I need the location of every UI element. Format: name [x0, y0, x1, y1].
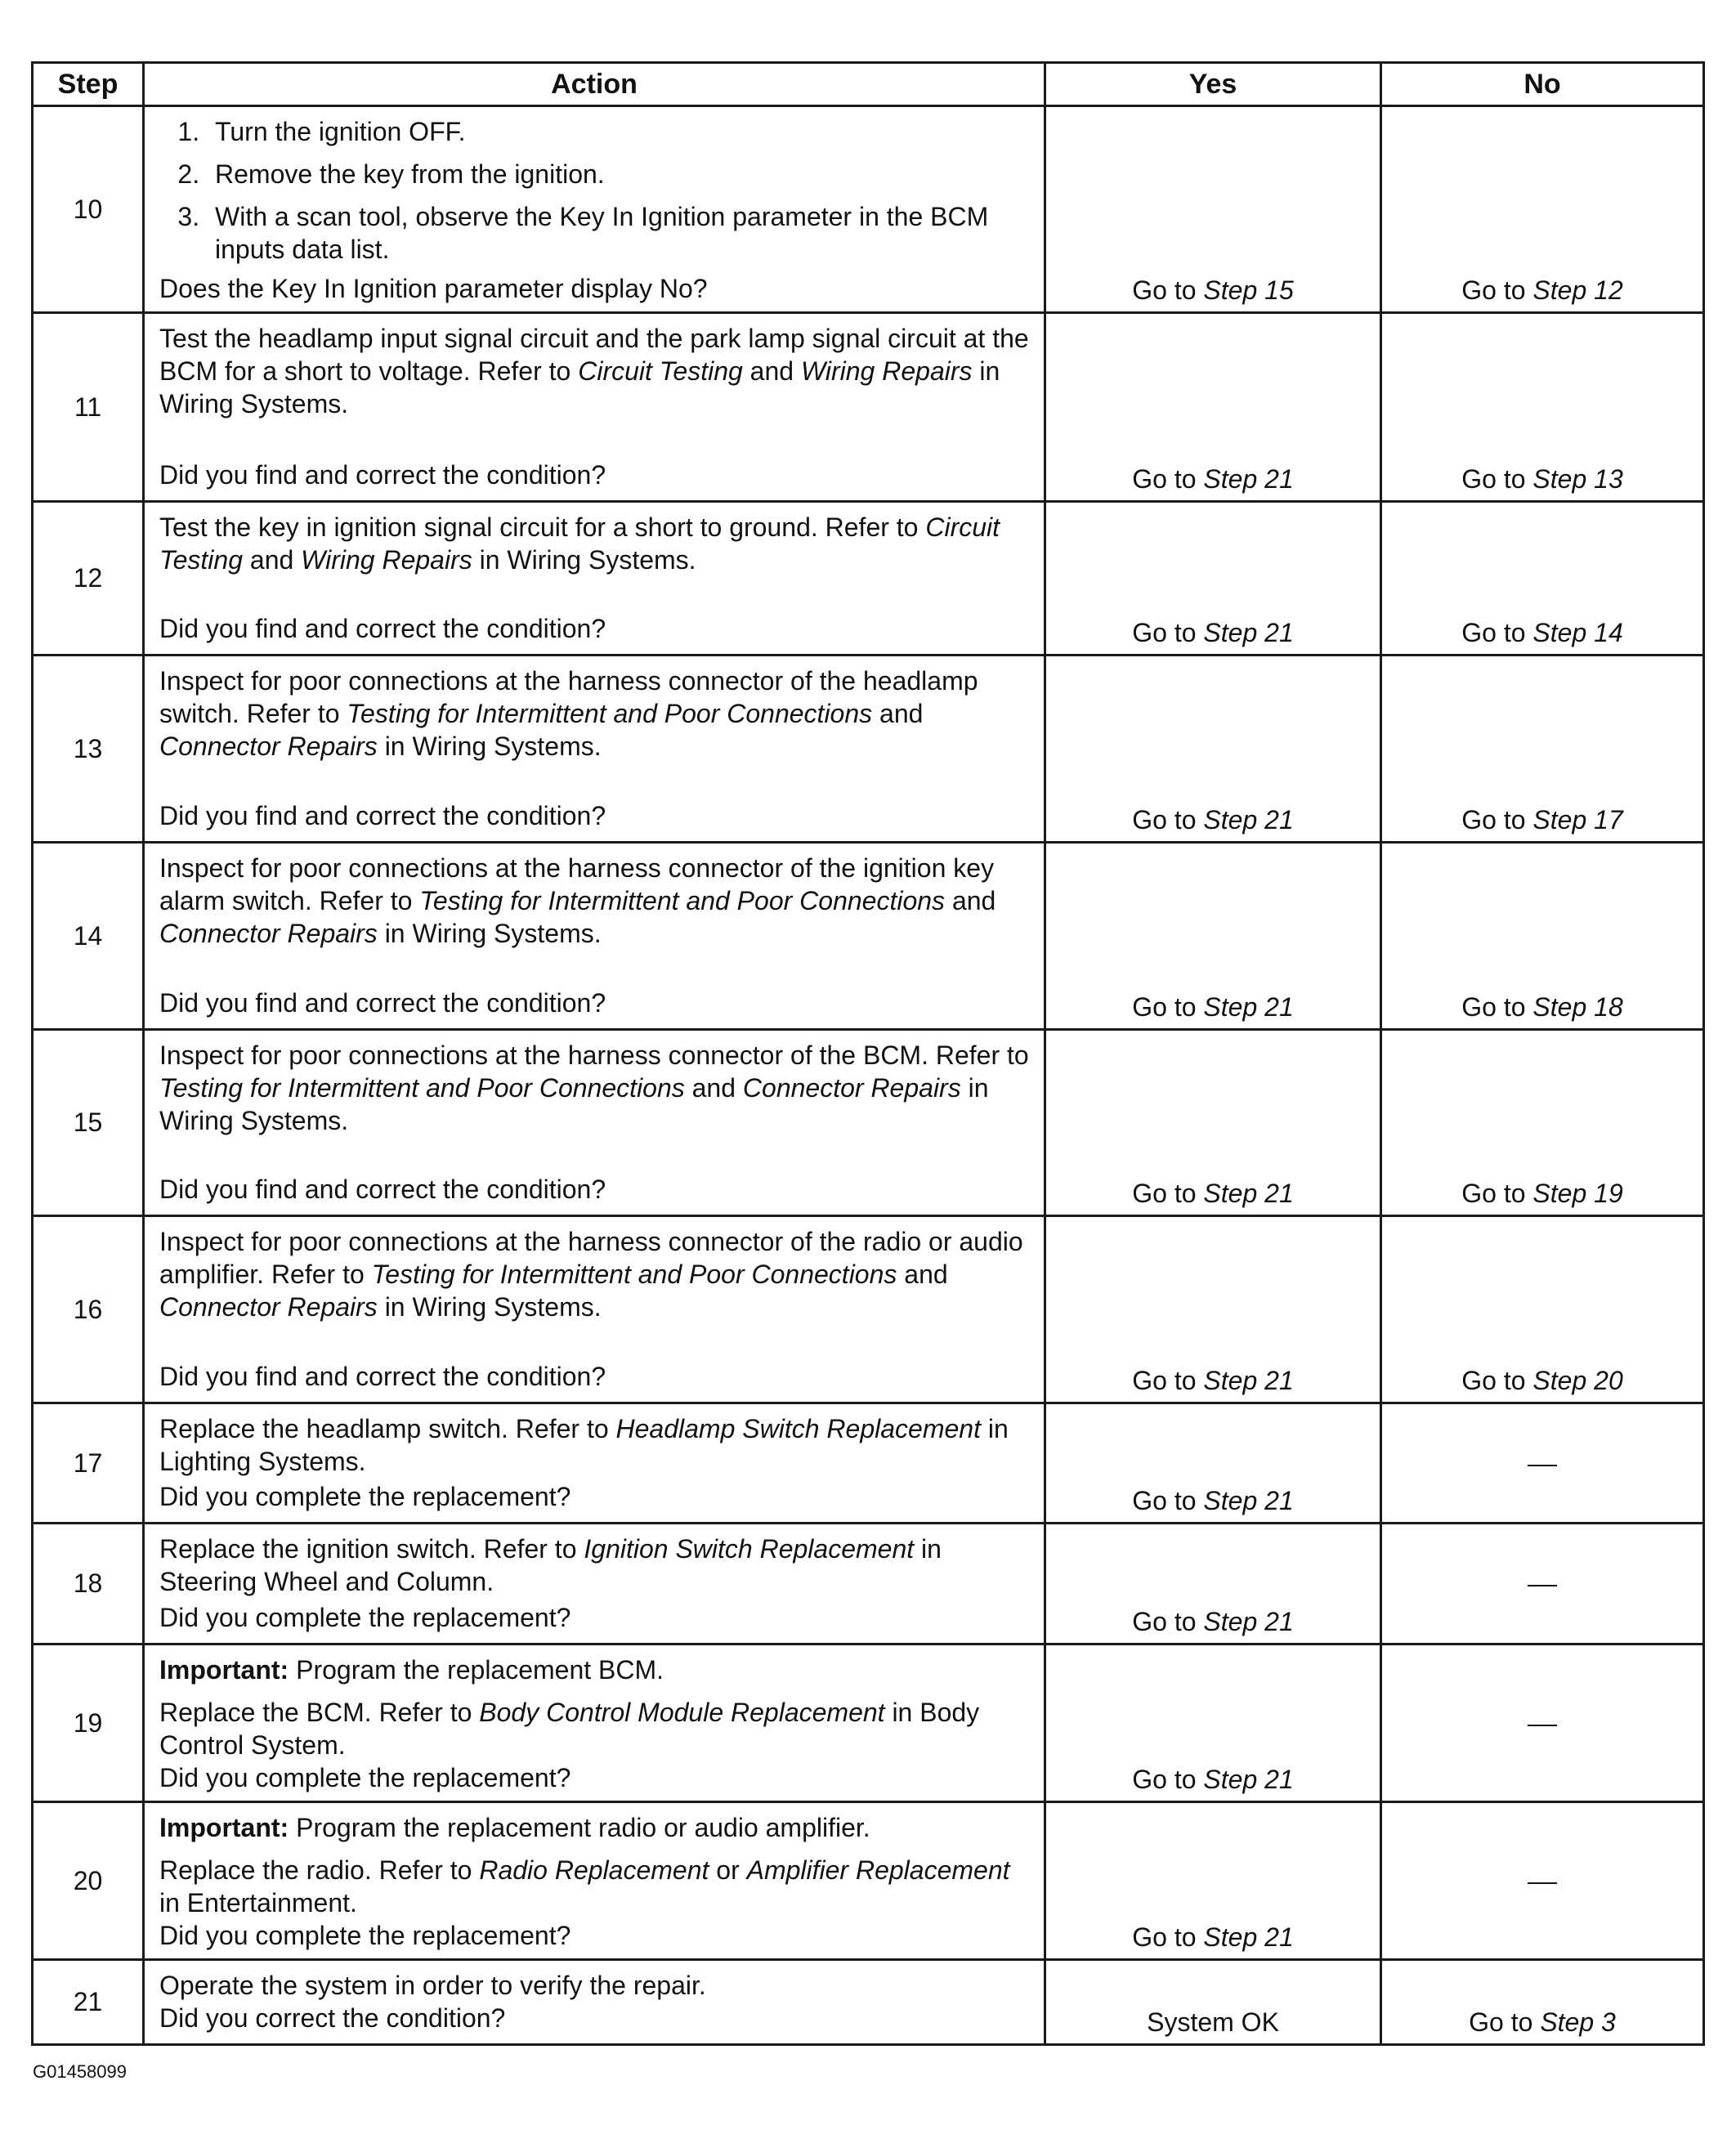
reference-text: Step 21: [1203, 1607, 1294, 1636]
reference-text: Step 21: [1203, 618, 1294, 647]
action-question: Did you correct the condition?: [159, 2003, 506, 2033]
action-question: Did you find and correct the condition?: [159, 988, 606, 1018]
text-run: Go to: [1461, 805, 1533, 835]
text-run: in Wiring Systems.: [472, 545, 696, 575]
text-run: Inspect for poor connections at the harness connector of the BCM. Refer to: [159, 1040, 1029, 1070]
step-number: 15: [33, 1030, 144, 1216]
reference-text: Circuit Testing: [159, 512, 1000, 575]
reference-text: Headlamp Switch Replacement: [615, 1414, 981, 1443]
action-cell: [144, 1030, 1045, 1216]
text-run: Go to: [1132, 1607, 1204, 1636]
important-label: Important:: [159, 1813, 289, 1842]
text-run: or: [709, 1855, 747, 1885]
reference-text: Connector Repairs: [159, 919, 378, 948]
reference-text: Step 21: [1203, 805, 1294, 835]
table-row: [33, 843, 1704, 1030]
action-text: [159, 322, 1032, 420]
header-yes: Yes: [1045, 63, 1381, 106]
reference-text: Step 21: [1203, 1179, 1294, 1208]
table-row: [33, 1524, 1704, 1645]
text-run: Inspect for poor connections at the harness connector of the headlamp switch. Refer to: [159, 666, 978, 728]
action-cell: [144, 656, 1045, 843]
text-run: Go to: [1132, 275, 1204, 305]
reference-text: Step 13: [1532, 464, 1623, 494]
text-run: Remove the key from the ignition.: [215, 159, 605, 189]
action-text: [159, 511, 1032, 576]
table-row: [33, 313, 1704, 502]
text-run: Go to: [1461, 1179, 1533, 1208]
yes-cell: [1045, 1216, 1381, 1403]
text-run: Test the headlamp input signal circuit and the park lamp signal circuit at the BCM for a short to voltage. Refer to: [159, 324, 1029, 386]
action-text: [159, 1811, 1032, 1844]
header-row: [33, 63, 1704, 106]
action-text: [159, 1969, 1032, 2002]
reference-text: Step 21: [1203, 464, 1294, 494]
text-run: and: [897, 1260, 948, 1289]
not-applicable-dash: [1528, 1882, 1557, 1884]
no-cell: [1381, 1216, 1704, 1403]
no-cell: [1381, 106, 1704, 313]
action-question: Did you complete the replacement?: [159, 1482, 571, 1511]
no-cell: [1381, 843, 1704, 1030]
text-run: Go to: [1132, 1179, 1204, 1208]
text-run: Go to: [1461, 275, 1533, 305]
list-item: [207, 200, 1032, 266]
reference-text: Step 3: [1540, 2007, 1616, 2037]
text-run: Program the replacement BCM.: [289, 1655, 664, 1685]
text-run: and: [684, 1073, 743, 1103]
no-cell: [1381, 313, 1704, 502]
action-question: Does the Key In Ignition parameter display No?: [159, 274, 708, 303]
action-cell: [144, 502, 1045, 656]
reference-text: Step 18: [1532, 992, 1623, 1022]
action-cell: [144, 843, 1045, 1030]
step-number: 13: [33, 656, 144, 843]
action-cell: [144, 1802, 1045, 1960]
action-text: [159, 665, 1032, 763]
yes-cell: [1045, 1030, 1381, 1216]
header-action: Action: [144, 63, 1045, 106]
yes-cell: [1045, 106, 1381, 313]
no-cell: [1381, 1030, 1704, 1216]
not-applicable-dash: [1528, 1585, 1557, 1586]
table-row: [33, 1960, 1704, 2045]
text-run: in Body Control System.: [159, 1698, 980, 1760]
table-row: [33, 1030, 1704, 1216]
diagnostic-table: [31, 61, 1705, 2046]
action-question: Did you find and correct the condition?: [159, 614, 606, 643]
yes-cell: [1045, 843, 1381, 1030]
text-run: Turn the ignition OFF.: [215, 117, 466, 146]
text-run: Go to: [1132, 1486, 1204, 1515]
text-run: Replace the radio. Refer to: [159, 1855, 480, 1885]
yes-cell: [1045, 1802, 1381, 1960]
table-row: [33, 1645, 1704, 1802]
text-run: System OK: [1147, 2007, 1279, 2037]
reference-text: Testing for Intermittent and Poor Connections: [347, 699, 873, 728]
text-run: in Steering Wheel and Column.: [159, 1534, 942, 1596]
table-row: [33, 1802, 1704, 1960]
action-cell: [144, 313, 1045, 502]
yes-cell: [1045, 313, 1381, 502]
text-run: in Wiring Systems.: [377, 1292, 602, 1322]
text-run: Go to: [1469, 2007, 1541, 2037]
reference-text: Connector Repairs: [159, 732, 378, 761]
table-row: [33, 656, 1704, 843]
text-run: in Wiring Systems.: [159, 356, 1000, 418]
text-run: Go to: [1132, 805, 1204, 835]
step-number: 12: [33, 502, 144, 656]
text-run: in Wiring Systems.: [159, 1073, 989, 1135]
yes-cell: [1045, 656, 1381, 843]
action-text: [159, 1854, 1032, 1919]
text-run: Go to: [1132, 1366, 1204, 1395]
table-row: [33, 1216, 1704, 1403]
text-run: Go to: [1461, 1366, 1533, 1395]
reference-text: Step 14: [1532, 618, 1623, 647]
action-question: Did you find and correct the condition?: [159, 801, 606, 830]
text-run: and: [742, 356, 801, 386]
action-text: [159, 1653, 1032, 1686]
text-run: Go to: [1132, 464, 1204, 494]
text-run: in Lighting Systems.: [159, 1414, 1009, 1476]
text-run: and: [872, 699, 924, 728]
text-run: Inspect for poor connections at the harness connector of the radio or audio amplifier. Refer to: [159, 1227, 1023, 1289]
step-number: 10: [33, 106, 144, 313]
action-cell: [144, 106, 1045, 313]
no-cell: [1381, 1802, 1704, 1960]
step-number: 14: [33, 843, 144, 1030]
action-text: [159, 1225, 1032, 1323]
step-number: 20: [33, 1802, 144, 1960]
reference-text: Testing for Intermittent and Poor Connections: [419, 886, 946, 915]
no-cell: [1381, 1960, 1704, 2045]
reference-text: Circuit Testing: [578, 356, 743, 386]
action-cell: [144, 1216, 1045, 1403]
reference-text: Connector Repairs: [742, 1073, 961, 1103]
table-row: [33, 502, 1704, 656]
reference-text: Step 12: [1532, 275, 1623, 305]
action-text: [159, 1533, 1032, 1598]
text-run: and: [243, 545, 302, 575]
step-number: 18: [33, 1524, 144, 1645]
reference-text: Step 17: [1532, 805, 1623, 835]
header-step: Step: [33, 63, 144, 106]
action-text: [159, 1696, 1032, 1761]
text-run: With a scan tool, observe the Key In Ignition parameter in the BCM inputs data list.: [215, 202, 989, 264]
action-question: Did you find and correct the condition?: [159, 1175, 606, 1204]
reference-text: Wiring Repairs: [301, 545, 472, 575]
text-run: Operate the system in order to verify the repair.: [159, 1971, 706, 2000]
action-cell: [144, 1403, 1045, 1524]
reference-text: Ignition Switch Replacement: [584, 1534, 915, 1564]
step-number: 17: [33, 1403, 144, 1524]
step-number: 11: [33, 313, 144, 502]
table-row: [33, 106, 1704, 313]
text-run: Replace the ignition switch. Refer to: [159, 1534, 584, 1564]
yes-cell: [1045, 1645, 1381, 1802]
action-steps-list: [159, 115, 1032, 266]
text-run: Go to: [1461, 464, 1533, 494]
action-question: Did you complete the replacement?: [159, 1763, 571, 1792]
action-cell: [144, 1645, 1045, 1802]
action-text: [159, 852, 1032, 950]
action-question: Did you find and correct the condition?: [159, 460, 606, 490]
step-number: 21: [33, 1960, 144, 2045]
reference-text: Testing for Intermittent and Poor Connections: [159, 1073, 685, 1103]
reference-text: Step 21: [1203, 1366, 1294, 1395]
reference-text: Step 15: [1203, 275, 1294, 305]
text-run: Go to: [1132, 992, 1204, 1022]
yes-cell: [1045, 502, 1381, 656]
text-run: Go to: [1132, 1922, 1204, 1952]
step-number: 19: [33, 1645, 144, 1802]
reference-text: Amplifier Replacement: [746, 1855, 1010, 1885]
text-run: Go to: [1132, 1765, 1204, 1794]
no-cell: [1381, 1645, 1704, 1802]
text-run: in Wiring Systems.: [377, 732, 602, 761]
text-run: Go to: [1461, 992, 1533, 1022]
text-run: and: [945, 886, 996, 915]
header-no: No: [1381, 63, 1704, 106]
table-row: [33, 1403, 1704, 1524]
reference-text: Step 20: [1532, 1366, 1623, 1395]
text-run: Test the key in ignition signal circuit for a short to ground. Refer to: [159, 512, 926, 542]
reference-text: Step 21: [1203, 1765, 1294, 1794]
list-item: [207, 115, 1032, 148]
text-run: in Wiring Systems.: [377, 919, 602, 948]
reference-text: Step 21: [1203, 992, 1294, 1022]
list-item: [207, 158, 1032, 190]
not-applicable-dash: [1528, 1725, 1557, 1726]
no-cell: [1381, 656, 1704, 843]
yes-cell: [1045, 1960, 1381, 2045]
action-text: [159, 1039, 1032, 1137]
action-question: Did you find and correct the condition?: [159, 1362, 606, 1391]
text-run: Go to: [1461, 618, 1533, 647]
yes-cell: [1045, 1403, 1381, 1524]
step-number: 16: [33, 1216, 144, 1403]
reference-text: Connector Repairs: [159, 1292, 378, 1322]
no-cell: [1381, 1403, 1704, 1524]
action-text: [159, 1412, 1032, 1478]
no-cell: [1381, 502, 1704, 656]
text-run: in Entertainment.: [159, 1888, 357, 1917]
reference-text: Step 19: [1532, 1179, 1623, 1208]
yes-cell: [1045, 1524, 1381, 1645]
no-cell: [1381, 1524, 1704, 1645]
text-run: Replace the BCM. Refer to: [159, 1698, 480, 1727]
reference-text: Testing for Intermittent and Poor Connections: [371, 1260, 897, 1289]
text-run: Program the replacement radio or audio amplifier.: [289, 1813, 870, 1842]
reference-text: Step 21: [1203, 1922, 1294, 1952]
text-run: Inspect for poor connections at the harness connector of the ignition key alarm switch. Refer to: [159, 853, 995, 915]
action-question: Did you complete the replacement?: [159, 1921, 571, 1950]
text-run: Go to: [1132, 618, 1204, 647]
text-run: Replace the headlamp switch. Refer to: [159, 1414, 616, 1443]
reference-text: Body Control Module Replacement: [479, 1698, 885, 1727]
reference-text: Radio Replacement: [479, 1855, 709, 1885]
action-question: Did you complete the replacement?: [159, 1603, 571, 1632]
action-cell: [144, 1524, 1045, 1645]
reference-text: Wiring Repairs: [800, 356, 973, 386]
not-applicable-dash: [1528, 1465, 1557, 1466]
action-cell: [144, 1960, 1045, 2045]
figure-id: G01458099: [33, 2061, 127, 2082]
reference-text: Step 21: [1203, 1486, 1294, 1515]
important-label: Important:: [159, 1655, 289, 1685]
